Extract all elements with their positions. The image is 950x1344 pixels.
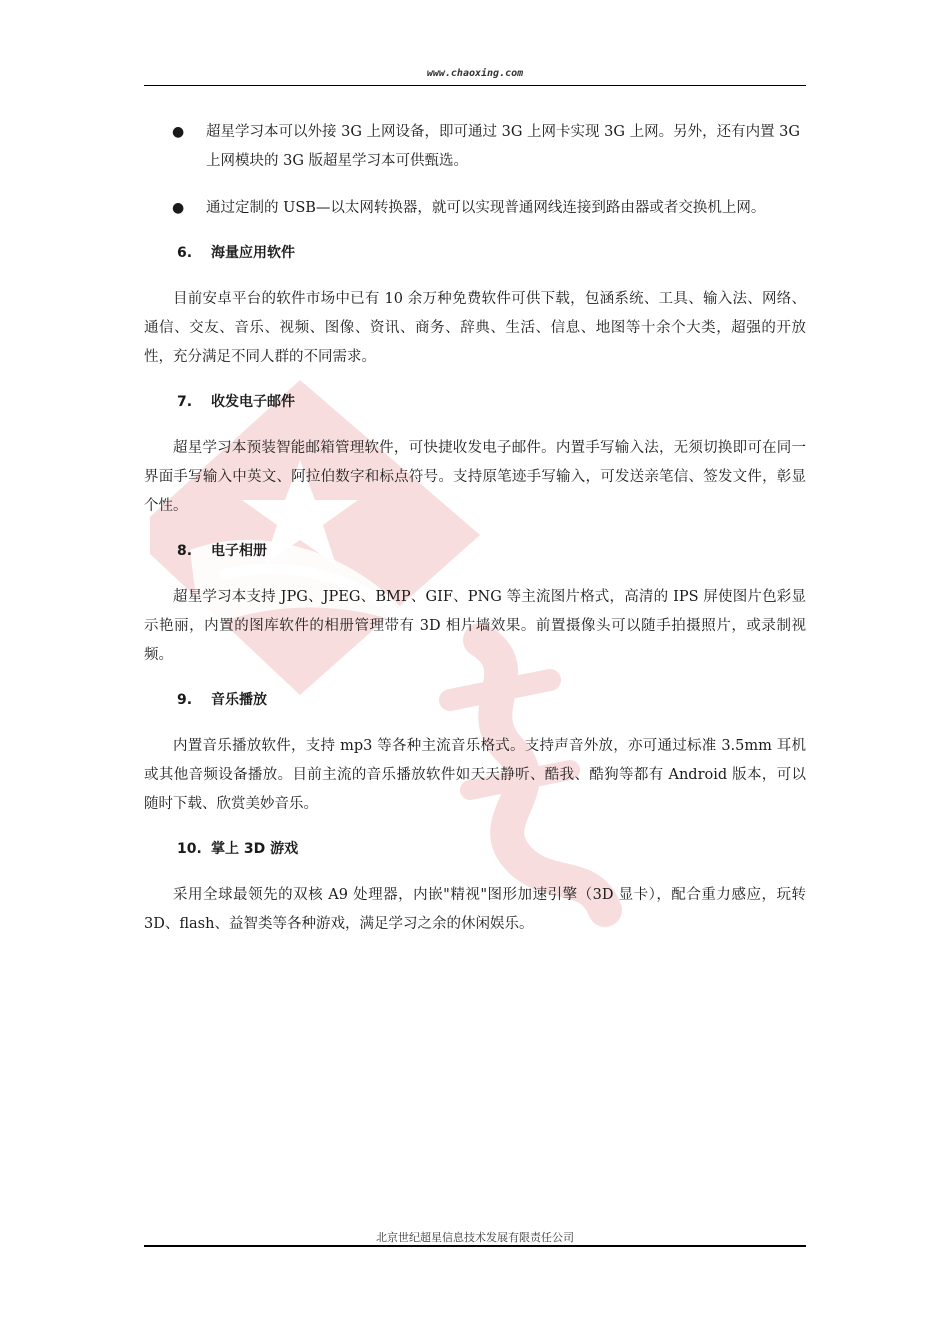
section-number: 6. — [177, 245, 193, 261]
section-heading-games — [177, 837, 806, 861]
bullet-text: 超星学习本可以外接 3G 上网设备，即可通过 3G 上网卡实现 3G 上网。另外，还有内置 3G 上网模块的 3G 版超星学习本可供甄选。 — [206, 124, 800, 169]
section-title: 掌上 3D 游戏 — [211, 841, 299, 857]
bullet-dot-icon: ● — [172, 124, 185, 140]
section-number: 7. — [177, 394, 193, 410]
section-body-email: 超星学习本预装智能邮箱管理软件，可快捷收发电子邮件。内置手写输入法，无须切换即可在同一界面手写输入中英文、阿拉伯数字和标点符号。支持原笔迹手写输入，可发送亲笔信、签发文件，彰显个性。 — [144, 440, 806, 514]
section-heading-album — [177, 539, 806, 563]
section-body-games: 采用全球最领先的双核 A9 处理器，内嵌"精视"图形加速引擎（3D 显卡），配合重力感应，玩转 3D、flash、益智类等各种游戏，满足学习之余的休闲娱乐。 — [144, 887, 806, 932]
bullet-dot-icon: ● — [172, 200, 185, 216]
bullet-text: 通过定制的 USB—以太网转换器，就可以实现普通网线连接到路由器或者交换机上网。 — [206, 200, 766, 216]
section-heading-apps — [177, 241, 806, 265]
section-body-apps: 目前安卓平台的软件市场中已有 10 余万种免费软件可供下载，包涵系统、工具、输入法、网络、通信、交友、音乐、视频、图像、资讯、商务、辞典、生活、信息、地图等十余个大类，超强的开放性，充分满足不同人群的不同需求。 — [144, 291, 806, 365]
section-number: 9. — [177, 692, 193, 708]
content-body — [144, 118, 806, 957]
section-heading-music — [177, 688, 806, 712]
bullet-item-usb — [172, 194, 806, 223]
footer-divider — [144, 1245, 806, 1247]
section-title: 电子相册 — [211, 543, 267, 559]
section-number: 8. — [177, 543, 193, 559]
section-title: 收发电子邮件 — [211, 394, 295, 410]
section-title: 海量应用软件 — [211, 245, 295, 261]
section-number: 10. — [177, 841, 202, 857]
section-body-album: 超星学习本支持 JPG、JPEG、BMP、GIF、PNG 等主流图片格式，高清的 IPS 屏使图片色彩显示艳丽，内置的图库软件的相册管理带有 3D 相片墙效果。前置摄像头可以随手拍摄照片，或录制视频。 — [144, 589, 806, 663]
bullet-item-3g — [172, 118, 806, 176]
section-body-music: 内置音乐播放软件，支持 mp3 等各种主流音乐格式。支持声音外放，亦可通过标准 3.5mm 耳机或其他音频设备播放。目前主流的音乐播放软件如天天静听、酷我、酷狗等都有 Android 版本，可以随时下载、欣赏美妙音乐。 — [144, 738, 806, 812]
header-url: www.chaoxing.com — [426, 68, 524, 79]
section-title: 音乐播放 — [211, 692, 267, 708]
header-divider — [144, 85, 806, 86]
footer-company: 北京世纪超星信息技术发展有限责任公司 — [376, 1231, 574, 1244]
section-heading-email — [177, 390, 806, 414]
